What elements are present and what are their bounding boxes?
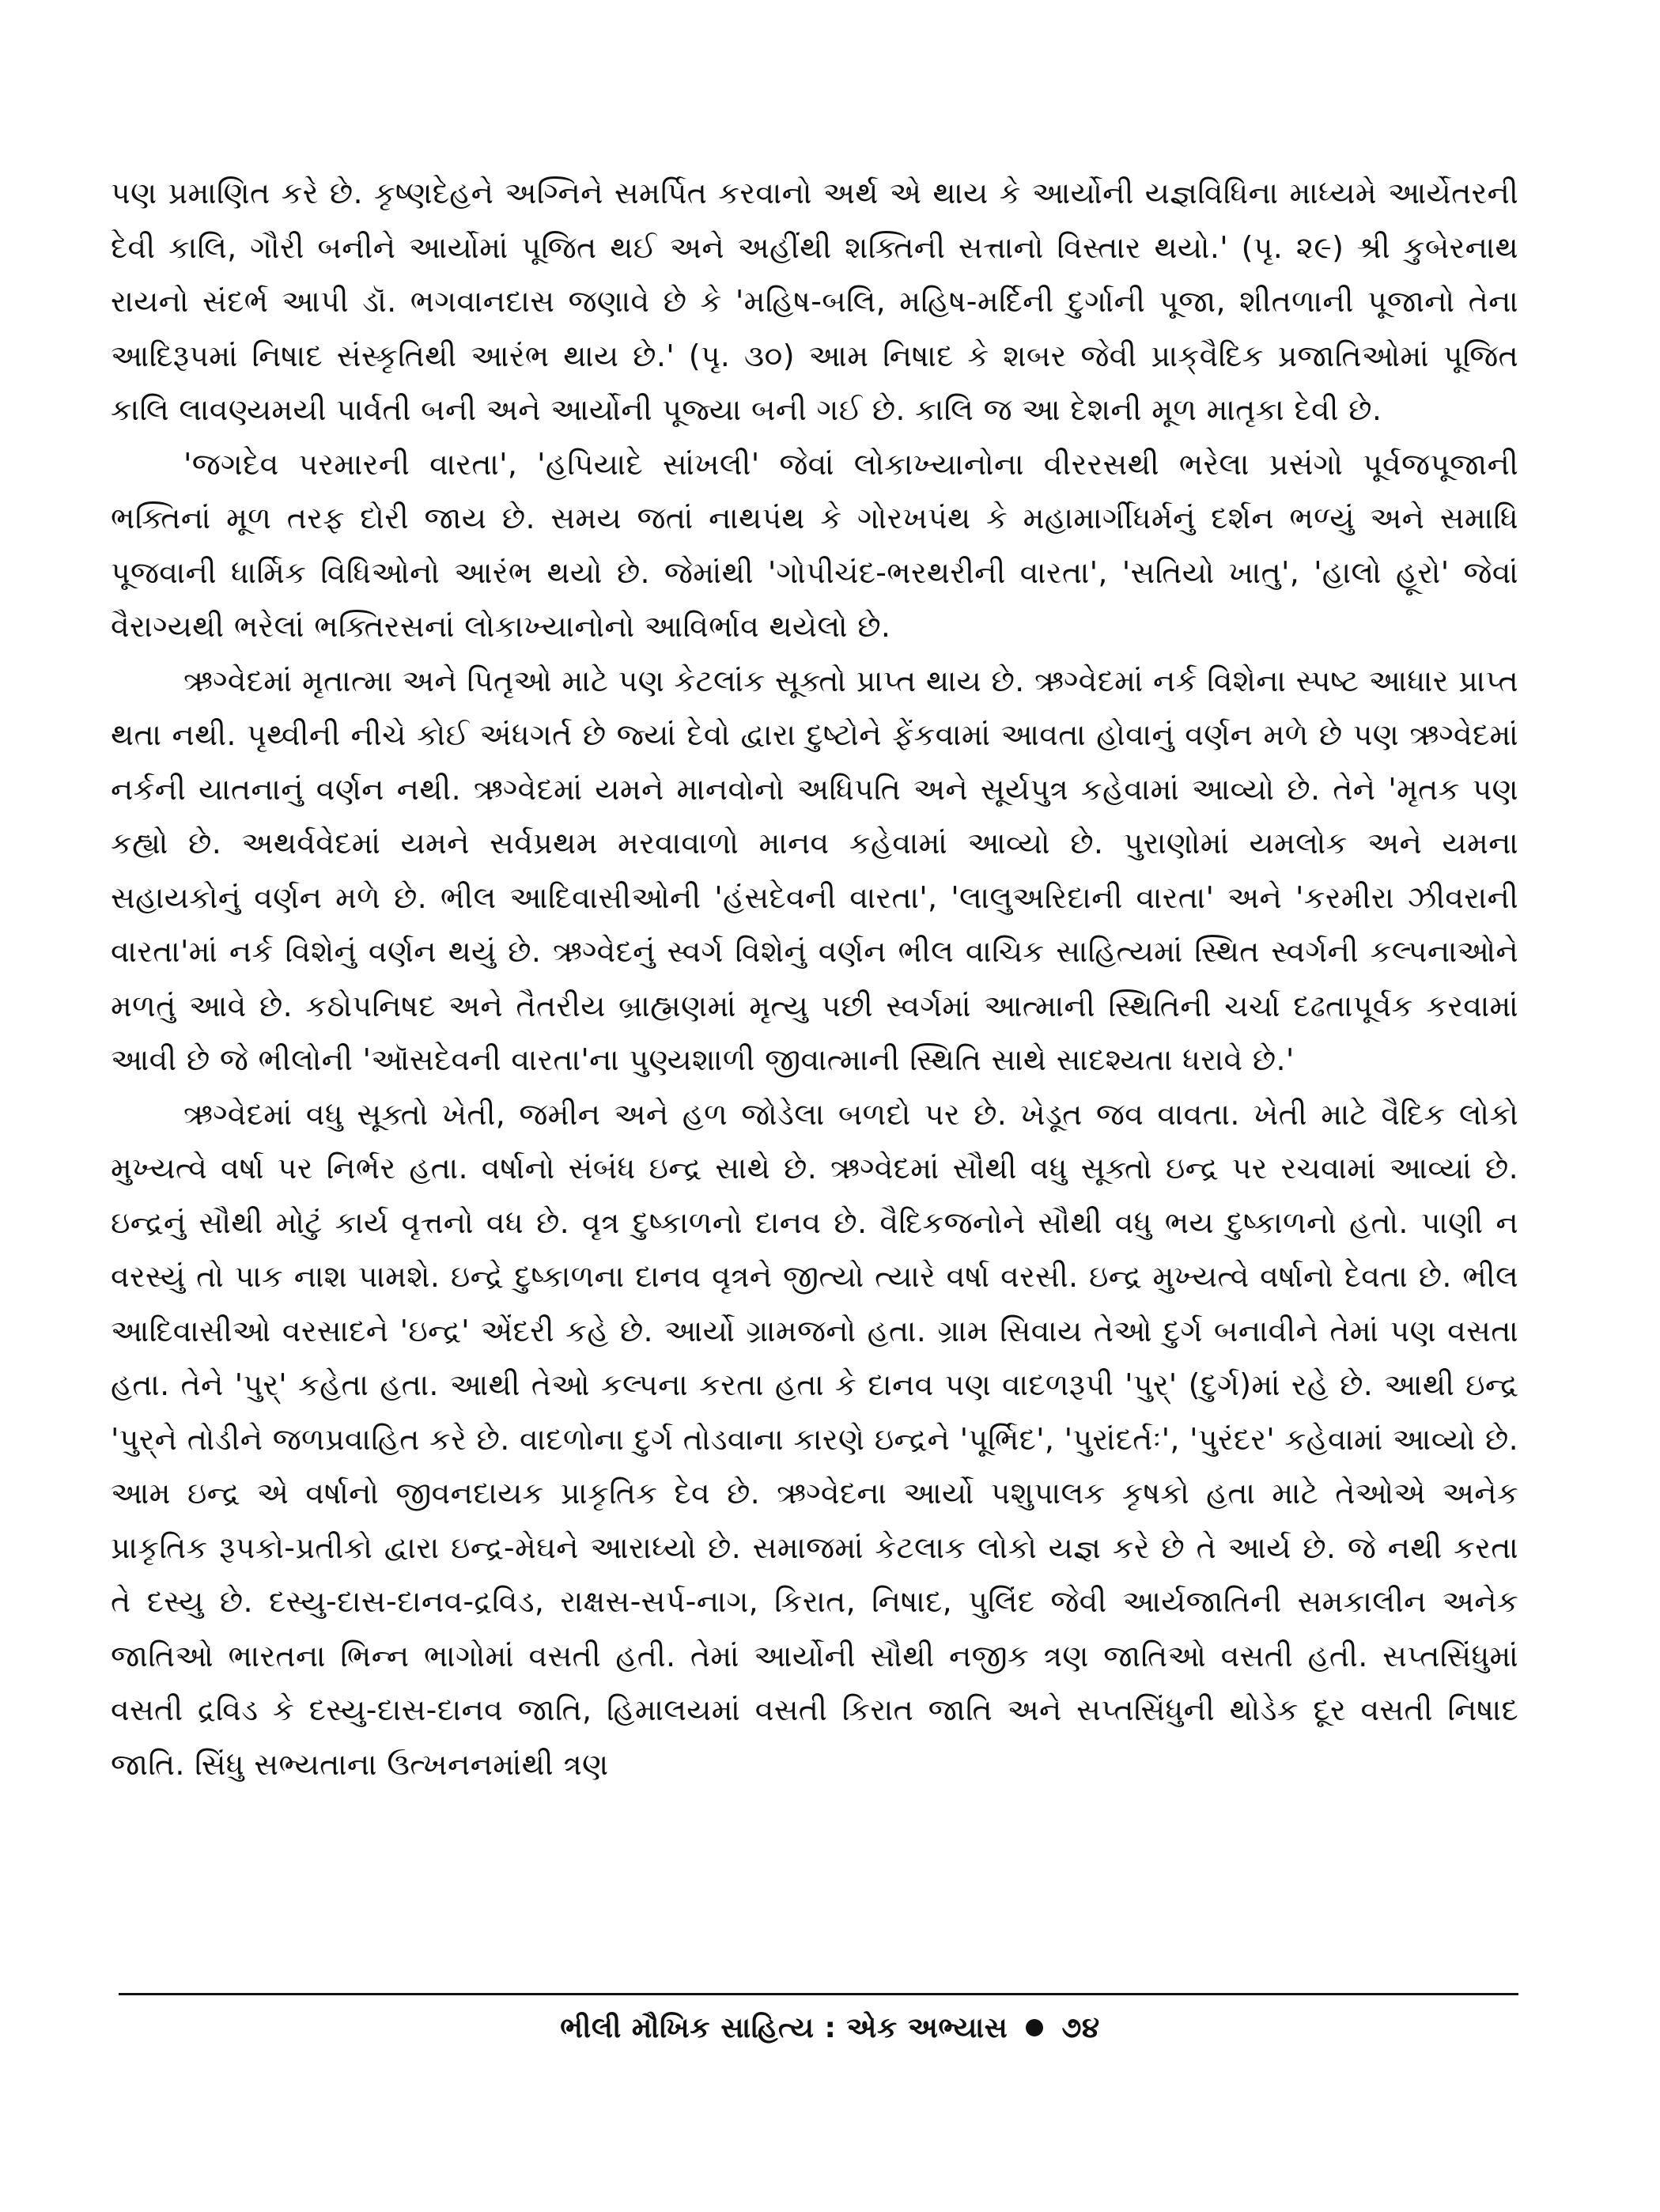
footer-book-title: ભીલી મૌખિક સાહિત્ય : એક અભ્યાસ <box>560 2012 1008 2044</box>
bullet-icon <box>1026 2019 1043 2036</box>
paragraph: 'જગદેવ પરમારની વારતા', 'હપિયાદે સાંખલી' જેવાં લોકાખ્યાનોના વીરરસથી ભરેલા પ્રસંગો પૂર્વજપૂજાની ભક્તિનાં મૂળ તરફ દોરી જાય છે. સમય જતાં નાથપંથ કે ગોરખપંથ કે મહામાર્ગીધર્મનું દર્શન ભળ્યું અને સમાધિ પૂજવાની ધાર્મિક વિધિઓનો આરંભ થયો છે. જેમાંથી 'ગોપીચંદ-ભરથરીની વારતા', 'સતિયો ખાતુ', 'હાલો હૂરો' જેવાં વૈરાગ્યથી ભરેલાં ભક્તિરસનાં લોકાખ્યાનોનો આવિર્ભાવ થયેલો છે. <box>111 446 1518 644</box>
paragraph: ઋગ્વેદમાં મૃતાત્મા અને પિતૃઓ માટે પણ કેટલાંક સૂક્તો પ્રાપ્ત થાય છે. ઋગ્વેદમાં નર્ક વિશેના સ્પષ્ટ આધાર પ્રાપ્ત થતા નથી. પૃથ્વીની નીચે કોઈ અંધગર્ત છે જ્યાં દેવો દ્વારા દુષ્ટોને ફેંકવામાં આવતા હોવાનું વર્ણન મળે છે પણ ઋગ્વેદમાં નર્કની યાતનાનું વર્ણન નથી. ઋગ્વેદમાં યમને માનવોનો અધિપતિ અને સૂર્યપુત્ર કહેવામાં આવ્યો છે. તેને 'મૃતક પણ કહ્યો છે. અથર્વવેદમાં યમને સર્વપ્રથમ મરવાવાળો માનવ કહેવામાં આવ્યો છે. પુરાણોમાં યમલોક અને યમના સહાયકોનું વર્ણન મળે છે. ભીલ આદિવાસીઓની 'હંસદેવની વારતા', 'લાલુઅરિદાની વારતા' અને 'કરમીરા ઝીવરાની વારતા'માં નર્ક વિશેનું વર્ણન થયું છે. ઋગ્વેદનું સ્વર્ગ વિશેનું વર્ણન ભીલ વાચિક સાહિત્યમાં સ્થિત સ્વર્ગની કલ્પનાઓને મળતું આવે છે. કઠોપનિષદ અને તૈતરીય બ્રાહ્મણમાં મૃત્યુ પછી સ્વર્ગમાં આત્માની સ્થિતિની ચર્ચા દઢતાપૂર્વક કરવામાં આવી છે જે ભીલોની 'ઑસદેવની વારતા'ના પુણ્યશાળી જીવાત્માની સ્થિતિ સાથે સાદશ્યતા ધરાવે છે.' <box>111 663 1518 1077</box>
paragraph: પણ પ્રમાણિત કરે છે. કૃષ્ણદેહને અગ્નિને સમર્પિત કરવાનો અર્થ એ થાય કે આર્યોની યજ્ઞવિધિના માધ્યમે આર્યેતરની દેવી કાલિ, ગૌરી બનીને આર્યોમાં પૂજિત થઈ અને અહીંથી શક્તિની સત્તાનો વિસ્તાર થયો.' (પૃ. ૨૯) શ્રી કુબેરનાથ રાયનો સંદર્ભ આપી ડૉ. ભગવાનદાસ જણાવે છે કે 'મહિષ-બલિ, મહિષ-મર્દિની દુર્ગાની પૂજા, શીતળાની પૂજાનો તેના આદિરૂપમાં નિષાદ સંસ્કૃતિથી આરંભ થાય છે.' (પૃ. ૩૦) આમ નિષાદ કે શબર જેવી પ્રાક્‌વૈદિક પ્રજાતિઓમાં પૂજિત કાલિ લાવણ્યમયી પાર્વતી બની અને આર્યોની પૂજ્યા બની ગઈ છે. કાલિ જ આ દેશની મૂળ માતૃકા દેવી છે. <box>111 176 1518 427</box>
footer-divider <box>119 1993 1518 1995</box>
paragraph: ઋગ્વેદમાં વધુ સૂક્તો ખેતી, જમીન અને હળ જોડેલા બળદો પર છે. ખેડૂત જવ વાવતા. ખેતી માટે વૈદિક લોકો મુખ્યત્વે વર્ષા પર નિર્ભર હતા. વર્ષાનો સંબંધ ઇન્દ્ર સાથે છે. ઋગ્વેદમાં સૌથી વધુ સૂક્તો ઇન્દ્ર પર રચવામાં આવ્યાં છે. ઇન્દ્રનું સૌથી મોટું કાર્ય વૃત્તનો વધ છે. વૃત્ર દુષ્કાળનો દાનવ છે. વૈદિકજનોને સૌથી વધુ ભય દુષ્કાળનો હતો. પાણી ન વરસ્યું તો પાક નાશ પામશે. ઇન્દ્રે દુષ્કાળના દાનવ વૃત્રને જીત્યો ત્યારે વર્ષા વરસી. ઇન્દ્ર મુખ્યત્વે વર્ષાનો દેવતા છે. ભીલ આદિવાસીઓ વરસાદને 'ઇન્દ્ર' એંદરી કહે છે. આર્યો ગ્રામજનો હતા. ગ્રામ સિવાય તેઓ દુર્ગ બનાવીને તેમાં પણ વસતા હતા. તેને 'પુર્' કહેતા હતા. આથી તેઓ કલ્પના કરતા હતા કે દાનવ પણ વાદળરૂપી 'પુર્' (દુર્ગ)માં રહે છે. આથી ઇન્દ્ર 'પુર્‌ને તોડીને જળપ્રવાહિત કરે છે. વાદળોના દુર્ગ તોડવાના કારણે ઇન્દ્રને 'પૂર્ભિદ', 'પુરાંદર્તઃ', 'પુરંદર' કહેવામાં આવ્યો છે. આમ ઇન્દ્ર એ વર્ષાનો જીવનદાયક પ્રાકૃતિક દેવ છે. ઋગ્વેદના આર્યો પશુપાલક કૃષકો હતા માટે તેઓએ અનેક પ્રાકૃતિક રૂપકો-પ્રતીકો દ્વારા ઇન્દ્ર-મેઘને આરાધ્યો છે. સમાજમાં કેટલાક લોકો યજ્ઞ કરે છે તે આર્ય છે. જે નથી કરતા તે દસ્યુ છે. દસ્યુ-દાસ-દાનવ-દ્રવિડ, રાક્ષસ-સર્પ-નાગ, કિરાત, નિષાદ, પુલિંદ જેવી આર્યજાતિની સમકાલીન અનેક જાતિઓ ભારતના ભિન્ન ભાગોમાં વસતી હતી. તેમાં આર્યોની સૌથી નજીક ત્રણ જાતિઓ વસતી હતી. સપ્તસિંધુમાં વસતી દ્રવિડ કે દસ્યુ-દાસ-દાનવ જાતિ, હિમાલયમાં વસતી કિરાત જાતિ અને સપ્તસિંધુની થોડેક દૂર વસતી નિષાદ જાતિ. સિંધુ સભ્યતાના ઉત્ખનનમાંથી ત્રણ <box>111 1096 1518 1782</box>
page-footer <box>0 2009 1660 2048</box>
page-number: ૭૪ <box>1061 2012 1100 2044</box>
page-body <box>111 166 1518 1791</box>
